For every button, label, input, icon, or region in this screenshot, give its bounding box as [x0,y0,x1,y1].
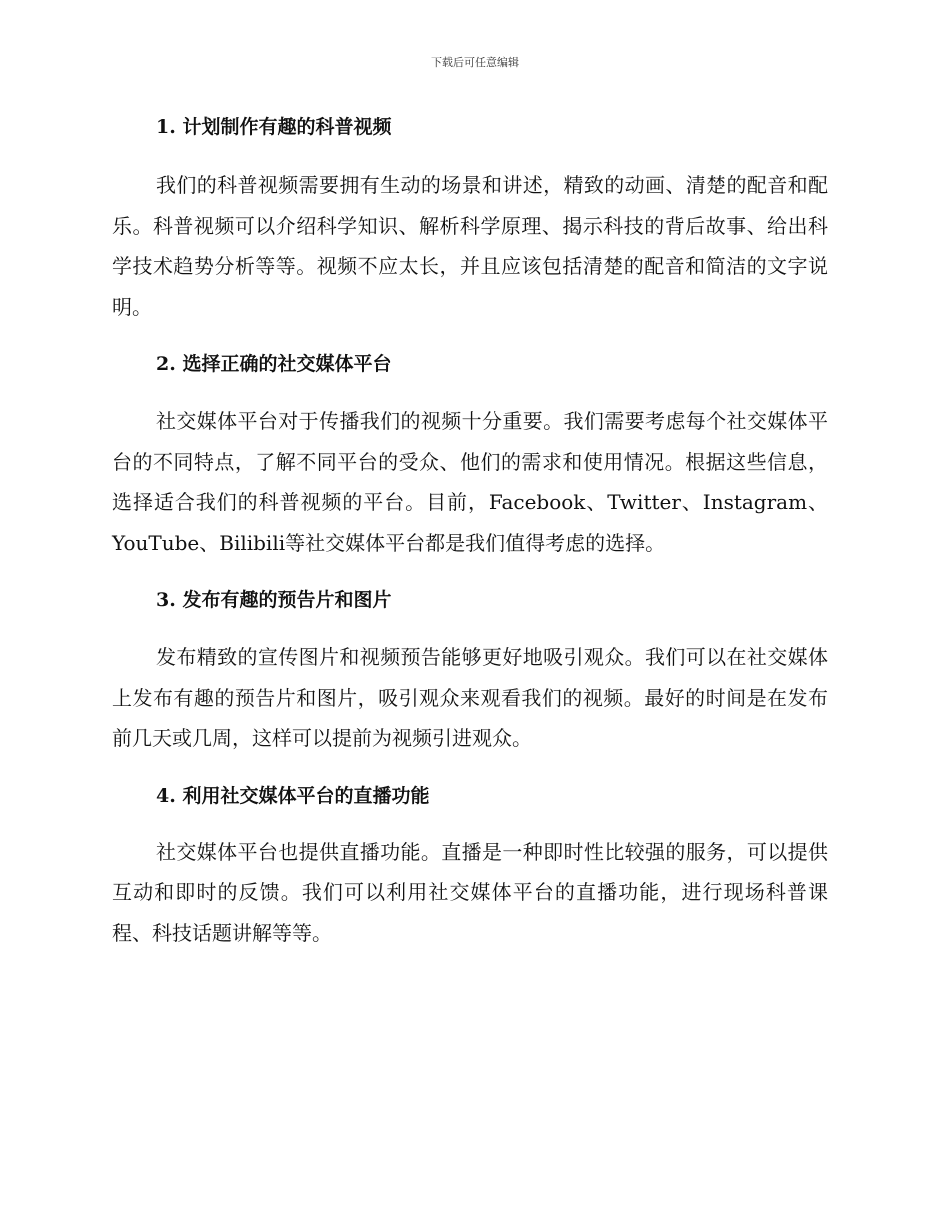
section-4-paragraph: 社交媒体平台也提供直播功能。直播是一种即时性比较强的服务，可以提供互动和即时的反馈。我们可以利用社交媒体平台的直播功能，进行现场科普课程、科技话题讲解等等。 [112,839,828,945]
document-body [112,110,828,953]
section-2-paragraph: 社交媒体平台对于传播我们的视频十分重要。我们需要考虑每个社交媒体平台的不同特点，了解不同平台的受众、他们的需求和使用情况。根据这些信息，选择适合我们的科普视频的平台。目前，Facebook、Twitter、Instagram、YouTube、Bilibili等社交媒体平台都是我们值得考虑的选择。 [112,409,828,555]
section-3-heading: 3. 发布有趣的预告片和图片 [156,589,392,611]
section-4-heading: 4. 利用社交媒体平台的直播功能 [156,784,430,807]
section-1-heading: 1. 计划制作有趣的科普视频 [156,116,392,138]
section-2-heading: 2. 选择正确的社交媒体平台 [156,353,392,375]
section-3-paragraph: 发布精致的宣传图片和视频预告能够更好地吸引观众。我们可以在社交媒体上发布有趣的预告片和图片，吸引观众来观看我们的视频。最好的时间是在发布前几天或几周，这样可以提前为视频引进观众。 [112,645,828,750]
section-1-paragraph: 我们的科普视频需要拥有生动的场景和讲述，精致的动画、清楚的配音和配乐。科普视频可以介绍科学知识、解析科学原理、揭示科技的背后故事、给出科学技术趋势分析等等。视频不应太长，并且应该包括清楚的配音和简洁的文字说明。 [112,173,828,319]
page-header: 下载后可任意编辑 [431,56,519,69]
